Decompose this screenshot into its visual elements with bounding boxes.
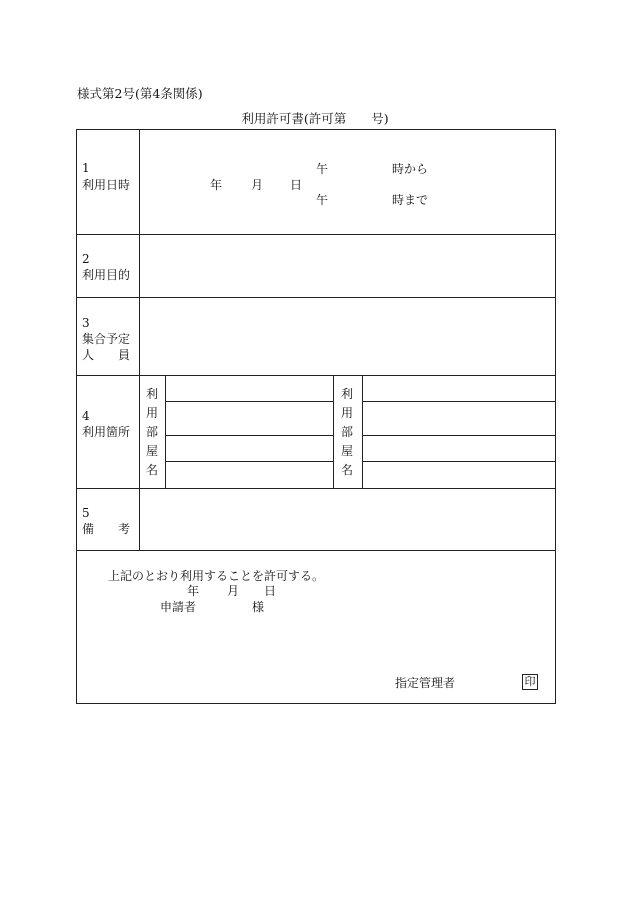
room-line (362, 401, 556, 402)
room-label-char: 部 (340, 425, 353, 439)
approval-statement: 上記のとおり利用することを許可する。 (108, 569, 325, 583)
date-row-label: 利用日時 (82, 178, 131, 192)
attendance-row-label: 集合予定 (82, 332, 131, 346)
applicant-label: 申請者 (160, 600, 197, 614)
row-divider (76, 375, 556, 376)
room-line (165, 435, 333, 436)
room-label-char: 部 (145, 425, 158, 439)
room-line (165, 461, 333, 462)
room-label-char: 屋 (340, 444, 353, 458)
location-row-number: 4 (82, 409, 90, 423)
room-label-char: 利 (145, 387, 158, 401)
room-label-char: 屋 (145, 444, 158, 458)
approval-day: 日 (264, 584, 277, 598)
date-year: 年 (210, 178, 223, 192)
approval-month: 月 (227, 584, 240, 598)
room-line (362, 461, 556, 462)
time-end-noon: 午 (316, 193, 329, 207)
attendance-row-number: 3 (82, 316, 90, 330)
room-label-char: 名 (340, 463, 353, 477)
approval-year: 年 (187, 584, 200, 598)
location-divider (362, 375, 363, 488)
applicant-honorific: 様 (252, 600, 265, 614)
time-from: 時から (392, 162, 429, 176)
form-number: 様式第2号(第4条関係) (77, 86, 203, 101)
seal-icon: 印 (522, 674, 538, 690)
location-row-label: 利用箇所 (82, 425, 131, 439)
room-label-char: 用 (145, 406, 158, 420)
room-label-char: 名 (145, 463, 158, 477)
label-column-divider (139, 129, 140, 550)
location-divider (333, 375, 334, 488)
purpose-row-label: 利用目的 (82, 268, 131, 282)
attendance-row-label-2: 人 員 (82, 348, 131, 362)
purpose-row-number: 2 (82, 252, 90, 266)
date-day: 日 (290, 178, 303, 192)
room-line (165, 401, 333, 402)
remarks-row-label: 備 考 (82, 522, 131, 536)
row-divider (76, 550, 556, 551)
location-divider (165, 375, 166, 488)
row-divider (76, 488, 556, 489)
room-label-char: 用 (340, 406, 353, 420)
row-divider (76, 297, 556, 298)
room-line (362, 435, 556, 436)
remarks-row-number: 5 (82, 506, 90, 520)
date-month: 月 (251, 178, 264, 192)
time-start-noon: 午 (316, 162, 329, 176)
room-label-char: 利 (340, 387, 353, 401)
date-row-number: 1 (82, 161, 90, 175)
manager-label: 指定管理者 (395, 676, 456, 690)
document-title: 利用許可書(許可第 号) (241, 111, 389, 126)
row-divider (76, 234, 556, 235)
time-until: 時まで (392, 193, 429, 207)
